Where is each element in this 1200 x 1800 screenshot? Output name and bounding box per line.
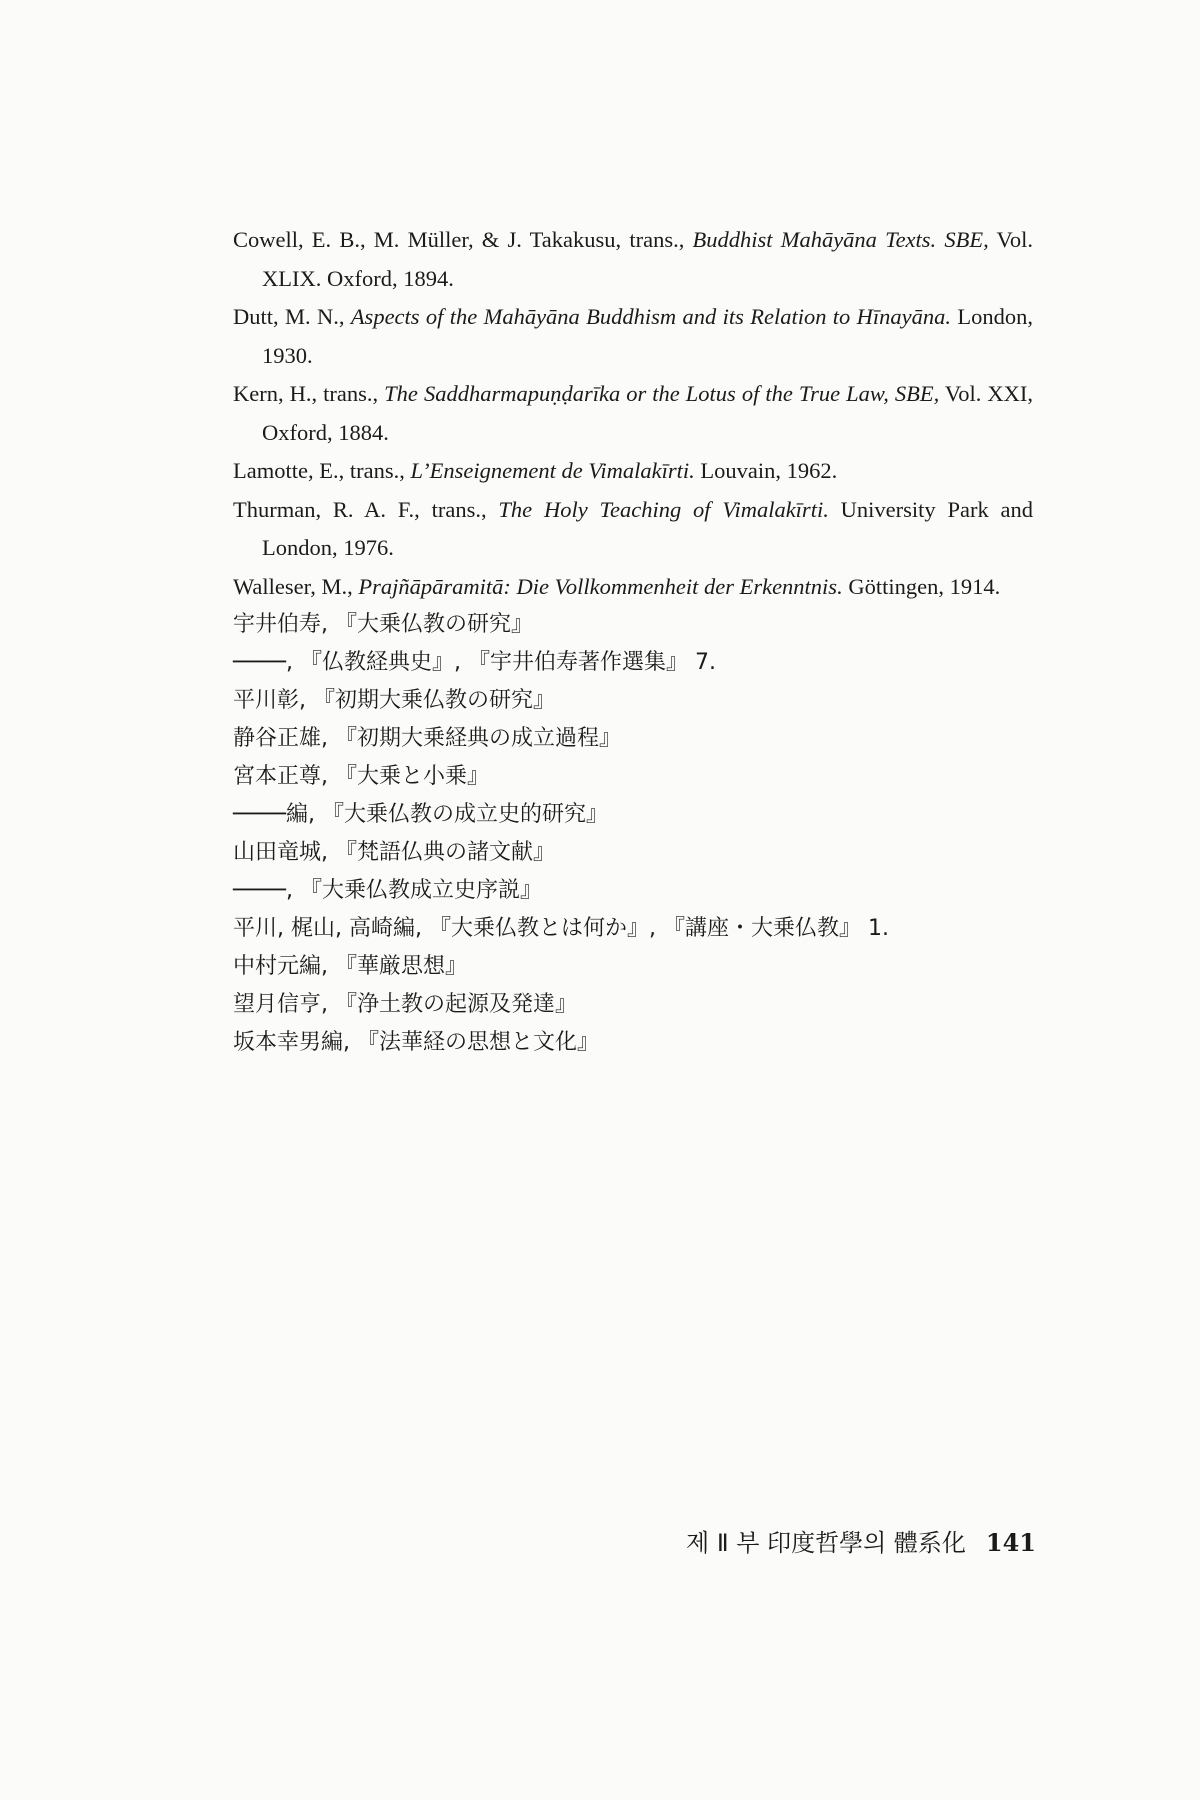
page-footer [660, 1523, 1036, 1558]
bib-entry-miyamoto-1: 宮本正尊, 『大乗と小乗』 [233, 764, 489, 789]
bib-entry-cowell [233, 221, 1033, 298]
bib-entry-sakamoto: 坂本幸男編, 『法華経の思想と文化』 [233, 1030, 599, 1055]
bib-publication: Vol. XXI, Oxford, 1884. [262, 381, 1034, 445]
bib-title: Buddhist Mahāyāna Texts. SBE, [692, 227, 989, 252]
bib-entry-ui-1: 宇井伯寿, 『大乗仏教の研究』 [233, 612, 533, 637]
bib-title: The Holy Teaching of Vimalakīrti. [498, 496, 829, 522]
bib-entry-kern [233, 375, 1033, 452]
bib-title: Aspects of the Mahāyāna Buddhism and its Relation to Hīnayāna. [350, 304, 952, 329]
bib-author: Kern, H., trans., [233, 381, 385, 406]
bib-title: L’Enseignement de Vimalakīrti. [410, 458, 695, 483]
bib-author: Dutt, M. N., [233, 304, 351, 329]
bib-entry-shizutani: 静谷正雄, 『初期大乗経典の成立過程』 [233, 726, 621, 751]
bib-publication: University Park and London, 1976. [262, 496, 1034, 560]
bib-author: Walleser, M., [233, 573, 359, 599]
page-number: 141 [985, 1528, 1036, 1557]
bib-entry-nakamura: 中村元編, 『華厳思想』 [233, 954, 467, 979]
bibliography-list [233, 221, 1033, 1062]
bib-entry-ui-2: ────, 『仏教経典史』, 『宇井伯寿著作選集』 7. [233, 650, 716, 675]
bib-entry-yamada-2: ────, 『大乗仏教成立史序説』 [233, 878, 542, 903]
bib-entry-hirakawa-kajiyama: 平川, 梶山, 高崎編, 『大乗仏教とは何か』, 『講座・大乗仏教』 1. [233, 916, 889, 941]
bib-entry-yamada-1: 山田竜城, 『梵語仏典の諸文献』 [233, 840, 555, 865]
bib-author: Thurman, R. A. F., trans., [233, 496, 499, 522]
bib-entry-hirakawa: 平川彰, 『初期大乗仏教の研究』 [233, 688, 555, 713]
bib-publication: Louvain, 1962. [694, 458, 838, 483]
bib-entry-miyamoto-2: ────編, 『大乗仏教の成立史的研究』 [233, 802, 608, 827]
running-title: 제 Ⅱ 부 印度哲學의 體系化 [686, 1529, 966, 1557]
bib-publication: Göttingen, 1914. [842, 573, 1001, 599]
bib-publication: London, 1930. [262, 304, 1033, 368]
bib-publication: Vol. XLIX. Oxford, 1894. [262, 227, 1033, 291]
bib-entry-walleser [233, 568, 1033, 607]
bib-entry-dutt [233, 298, 1033, 375]
bib-entry-mochizuki: 望月信亨, 『浄土教の起源及発達』 [233, 992, 577, 1017]
bib-entry-thurman [233, 491, 1033, 568]
bib-author: Cowell, E. B., M. Müller, & J. Takakusu, trans., [233, 227, 693, 252]
bib-entry-lamotte [233, 452, 1033, 491]
bib-author: Lamotte, E., trans., [233, 458, 411, 483]
bib-title: Prajñāpāramitā: Die Vollkommenheit der Erkenntnis. [358, 573, 843, 599]
bib-title: The Saddharmapuṇḍarīka or the Lotus of the True Law, SBE, [384, 381, 940, 406]
